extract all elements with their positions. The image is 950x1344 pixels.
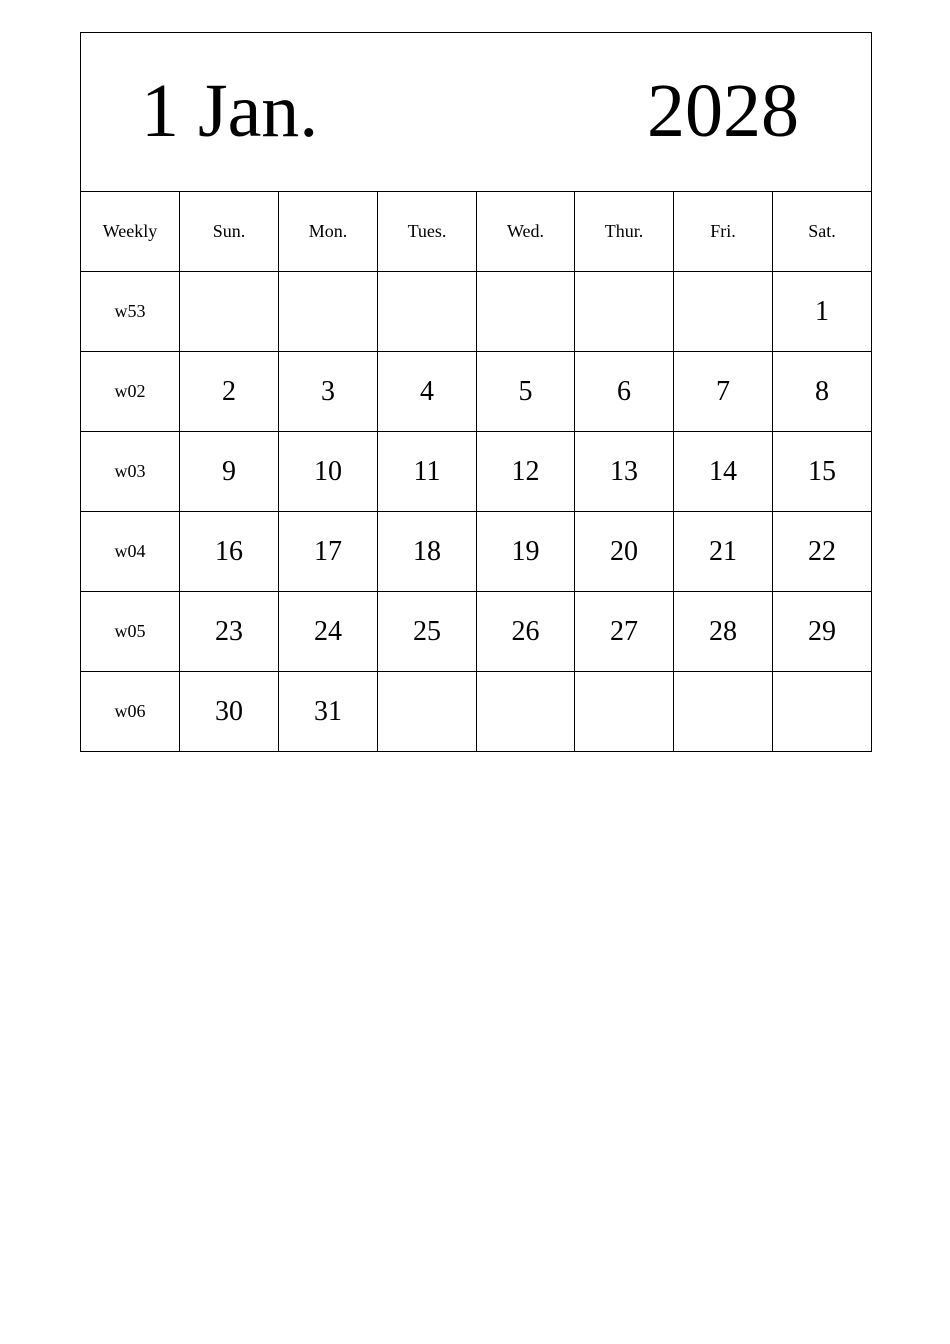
calendar-title bbox=[81, 33, 872, 192]
day-cell: 19 bbox=[477, 512, 575, 592]
week-row bbox=[81, 512, 872, 592]
weekday-header-tue: Tues. bbox=[378, 192, 477, 272]
day-cell: 8 bbox=[773, 352, 872, 432]
day-cell: 23 bbox=[180, 592, 279, 672]
week-row bbox=[81, 432, 872, 512]
day-cell: 1 bbox=[773, 272, 872, 352]
weekday-header-sat: Sat. bbox=[773, 192, 872, 272]
day-cell: 12 bbox=[477, 432, 575, 512]
day-cell: 11 bbox=[378, 432, 477, 512]
year-title: 2028 bbox=[647, 69, 799, 153]
week-label: w02 bbox=[81, 352, 180, 432]
day-cell bbox=[378, 272, 477, 352]
day-cell bbox=[378, 672, 477, 752]
week-row bbox=[81, 672, 872, 752]
weekly-header: Weekly bbox=[81, 192, 180, 272]
week-label: w03 bbox=[81, 432, 180, 512]
day-cell: 26 bbox=[477, 592, 575, 672]
week-row bbox=[81, 352, 872, 432]
day-cell: 22 bbox=[773, 512, 872, 592]
day-cell: 25 bbox=[378, 592, 477, 672]
weekday-header-fri: Fri. bbox=[674, 192, 773, 272]
day-cell: 14 bbox=[674, 432, 773, 512]
day-cell: 29 bbox=[773, 592, 872, 672]
day-cell: 18 bbox=[378, 512, 477, 592]
day-cell: 3 bbox=[279, 352, 378, 432]
day-cell: 10 bbox=[279, 432, 378, 512]
week-label: w05 bbox=[81, 592, 180, 672]
weekday-header-sun: Sun. bbox=[180, 192, 279, 272]
day-cell bbox=[477, 672, 575, 752]
day-cell: 30 bbox=[180, 672, 279, 752]
day-cell: 5 bbox=[477, 352, 575, 432]
day-cell: 2 bbox=[180, 352, 279, 432]
week-label: w53 bbox=[81, 272, 180, 352]
weekday-header-thu: Thur. bbox=[575, 192, 674, 272]
day-cell: 7 bbox=[674, 352, 773, 432]
day-cell bbox=[674, 672, 773, 752]
day-cell: 4 bbox=[378, 352, 477, 432]
day-cell bbox=[674, 272, 773, 352]
week-row bbox=[81, 592, 872, 672]
day-cell: 9 bbox=[180, 432, 279, 512]
week-row bbox=[81, 272, 872, 352]
day-cell bbox=[773, 672, 872, 752]
month-title: 1 Jan. bbox=[141, 69, 319, 153]
weekday-header-wed: Wed. bbox=[477, 192, 575, 272]
day-cell bbox=[180, 272, 279, 352]
calendar-table bbox=[80, 32, 872, 752]
day-cell: 27 bbox=[575, 592, 674, 672]
day-cell: 13 bbox=[575, 432, 674, 512]
day-cell bbox=[575, 672, 674, 752]
title-row bbox=[81, 33, 872, 192]
day-cell bbox=[575, 272, 674, 352]
day-cell: 24 bbox=[279, 592, 378, 672]
day-cell: 6 bbox=[575, 352, 674, 432]
week-label: w04 bbox=[81, 512, 180, 592]
day-cell: 15 bbox=[773, 432, 872, 512]
weekday-header-mon: Mon. bbox=[279, 192, 378, 272]
day-cell: 20 bbox=[575, 512, 674, 592]
day-cell bbox=[279, 272, 378, 352]
day-cell: 16 bbox=[180, 512, 279, 592]
day-cell: 31 bbox=[279, 672, 378, 752]
day-cell: 21 bbox=[674, 512, 773, 592]
weekday-header-row bbox=[81, 192, 872, 272]
day-cell: 28 bbox=[674, 592, 773, 672]
day-cell: 17 bbox=[279, 512, 378, 592]
week-label: w06 bbox=[81, 672, 180, 752]
day-cell bbox=[477, 272, 575, 352]
